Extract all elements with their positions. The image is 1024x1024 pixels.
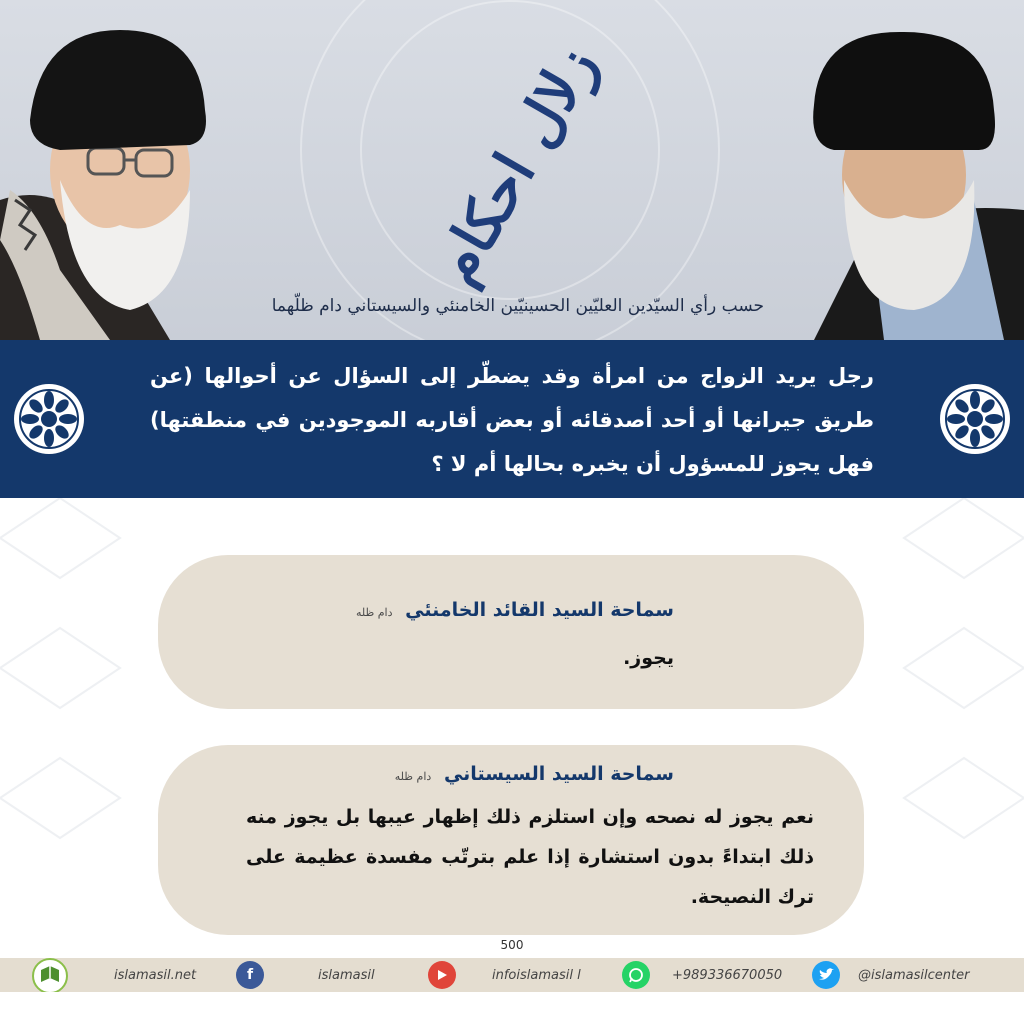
honorific-mark: دام ظله	[394, 770, 432, 783]
header-banner	[0, 0, 1024, 340]
answer-card-khamenei	[158, 555, 864, 709]
twitter-link[interactable]: @islamasilcenter	[858, 967, 970, 983]
facebook-icon[interactable]: f	[236, 961, 264, 989]
page-number: 500	[500, 938, 524, 952]
whatsapp-link[interactable]: +989336670050	[672, 967, 783, 983]
rosette-ornament-right	[940, 384, 1010, 454]
header-subtitle: حسب رأي السيّدين العليّين الحسينيّين الخامنئي والسيستاني دام ظلّهما	[271, 296, 764, 316]
bottom-strip	[0, 992, 1024, 1024]
site-logo-icon[interactable]	[32, 956, 68, 996]
question-band	[0, 340, 1024, 498]
question-text: رجل يريد الزواج من امرأة وقد يضطّر إلى السؤال عن أحوالها (عن طريق جيرانها أو أحد أصدقائه أو بعض أقاربه الموجودين في منطقتها) فهل يجوز للمسؤول أن يخبره بحالها أم لا ؟	[150, 364, 874, 476]
portrait-left	[0, 10, 250, 340]
answer-title-text: سماحة السيد القائد الخامنئي	[405, 599, 674, 621]
rosette-ornament-left	[14, 384, 84, 454]
answer-text: يجوز.	[623, 647, 674, 669]
youtube-icon[interactable]	[428, 961, 456, 989]
youtube-link[interactable]: infoislamasil l	[492, 967, 581, 983]
website-link[interactable]: islamasil.net	[114, 967, 197, 983]
logo-calligraphy	[390, 34, 640, 296]
whatsapp-icon[interactable]	[622, 961, 650, 989]
honorific-mark: دام ظله	[355, 606, 393, 619]
answer-title	[356, 599, 674, 621]
logo-text: زلال احکام	[420, 34, 610, 296]
answer-text: نعم يجوز له نصحه وإن استلزم ذلك إظهار عيبها بل يجوز منه ذلك ابتداءً بدون استشارة إذا علم بترتّب مفسدة عظيمة على ترك النصيحة.	[246, 806, 814, 908]
facebook-link[interactable]: islamasil	[318, 967, 375, 983]
answer-title-text: سماحة السيد السيستاني	[443, 763, 674, 785]
portrait-right	[774, 10, 1024, 340]
twitter-icon[interactable]	[812, 961, 840, 989]
answer-card-sistani	[158, 745, 864, 935]
answer-title	[395, 763, 674, 785]
